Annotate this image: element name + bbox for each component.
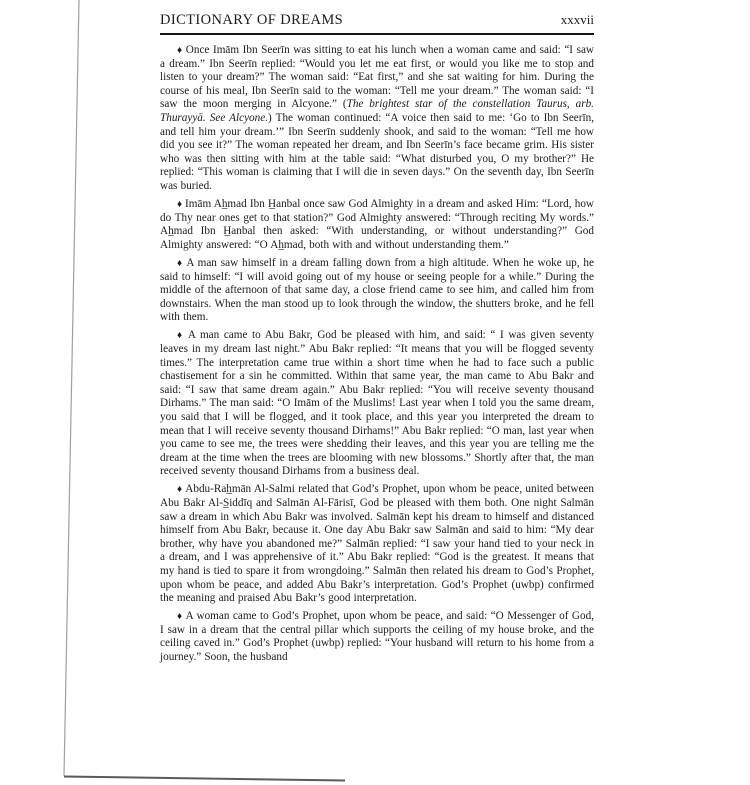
page-number: xxxvii [560, 12, 594, 27]
diamond-bullet-icon: ♦ [177, 484, 186, 496]
running-header [160, 12, 594, 29]
text-run-italic: The brightest star of the constellation Taurus, arb. Thurayyā. See Alcyone. [160, 98, 594, 124]
text-run: Abdu-Rah̲mān Al-Salmi related that God’s Prophet, upon whom be peace, united between Abu Bakr Al-S̲iddīq and Salmān Al-Fārisī, God be pleased with them both. One night Salmān saw a dream in which Abu Bakr was involved. Salmān kept his dream to himself and distanced himself from Abu Bakr, because it. One day Abu Bakr saw Salmān and said to him: “My dear brother, why have you abandoned me?” Salmān replied: “I saw your hand tied to your neck in a dream, and I was apprehensive of it.” Abu Bakr replied: “God is the greatest. It means that my hand is tied to spare it from wrongdoing.” Salmān then related his dream to God’s Prophet, upon whom be peace, and added Abu Bakr’s interpretation. God’s Prophet (uwbp) confirmed the meaning and praised Abu Bakr’s good interpretation. [160, 483, 594, 605]
text-run: A man came to Abu Bakr, God be pleased with him, and said: “ I was given seventy leaves in my dream last night.” Abu Bakr replied: “It means that you will be flogged seventy times.” The interpretation came true within a short time when he had to face such a public chastisement for a sin he committed. Within that same year, the man came to Abu Bakr and said: “I saw that same dream again.” Abu Bakr replied: “You will receive seventy thousand Dirhams.” The man said: “O Imām of the Muslims! Last year when I told you the same dream, you said that I will be flogged, and it took place, and this year you interpreted the dream to mean that I will receive seventy thousand Dirhams!” Abu Bakr replied: “O man, last year when you came to see me, the trees were shedding their leaves, and this year you are telling me the dream at the time when the trees are blooming with new blossoms.” Shortly after that, the man received seventy thousand Dirhams from a business deal. [160, 329, 594, 478]
diamond-bullet-icon: ♦ [177, 330, 188, 342]
paragraph [160, 483, 594, 605]
body-text [160, 44, 594, 665]
text-run: A woman came to God’s Prophet, upon whom be peace, and said: “O Messenger of God, I saw in a dream that the central pillar which supports the ceiling of my house broke, and the ceiling caved in.” God’s Prophet (uwbp) replied: “Your husband will return to his home from a journey.” Soon, the husband [160, 610, 594, 664]
paragraph [160, 610, 594, 664]
diamond-bullet-icon: ♦ [177, 199, 186, 211]
text-column [160, 0, 594, 669]
paragraph [160, 257, 594, 325]
diamond-bullet-icon: ♦ [177, 45, 186, 56]
text-run: Once Imām Ibn Seerīn was sitting to eat his lunch when a woman came and said: “I saw a dream.” Ibn Seerīn replied: “Would you let me eat first, or would you like me to stop and listen to your dream?” The woman said: “Eat first,” and she sat waiting for him. During the course of his meal, Ibn Seerīn said to the woman: “Tell me your dream.” The woman said: “I saw the moon merging in Alcyone.” ( [160, 44, 594, 111]
scan-bottom-line [64, 777, 345, 781]
header-rule [160, 33, 594, 35]
paragraph [160, 198, 594, 252]
text-run: Imām Ah̲mad Ibn H̲anbal once saw God Almighty in a dream and asked Him: “Lord, how do Thy near ones get to that station?” God Almighty answered: “Through reciting My words.” Ah̲mad Ibn H̲anbal then asked: “With understanding, or without understanding?” God Almighty answered: “O Ah̲mad, both with and without understanding them.” [160, 198, 594, 251]
paragraph [160, 329, 594, 479]
page-edge-vertical-line [64, 0, 79, 776]
diamond-bullet-icon: ♦ [177, 257, 187, 269]
diamond-bullet-icon: ♦ [177, 611, 186, 623]
text-run: ) The woman continued: “A voice then said to me: ‘Go to Ibn Seerīn, and tell him your dream.’” Ibn Seerīn suddenly shook, and said to the woman: “Tell me how did you see it?” The woman repeated her dream, and Ibn Seerīn’s face became grim. His sister who was then sitting with him at the table said: “What disturbed you, O my brother?” He replied: “This woman is claiming that I will die in seven days.” On the seventh day, Ibn Seerīn was buried. [160, 111, 594, 192]
text-run: A man saw himself in a dream falling down from a high altitude. When he woke up, he said to himself: “I will avoid going out of my house or seeing people for a while.” During the middle of the afternoon of that same day, a close friend came to see him, and called him from downstairs. When the man stood up to look through the window, the shutters broke, and he fell with them. [160, 256, 594, 324]
page-title: DICTIONARY OF DREAMS [160, 12, 344, 28]
paragraph [160, 44, 594, 194]
